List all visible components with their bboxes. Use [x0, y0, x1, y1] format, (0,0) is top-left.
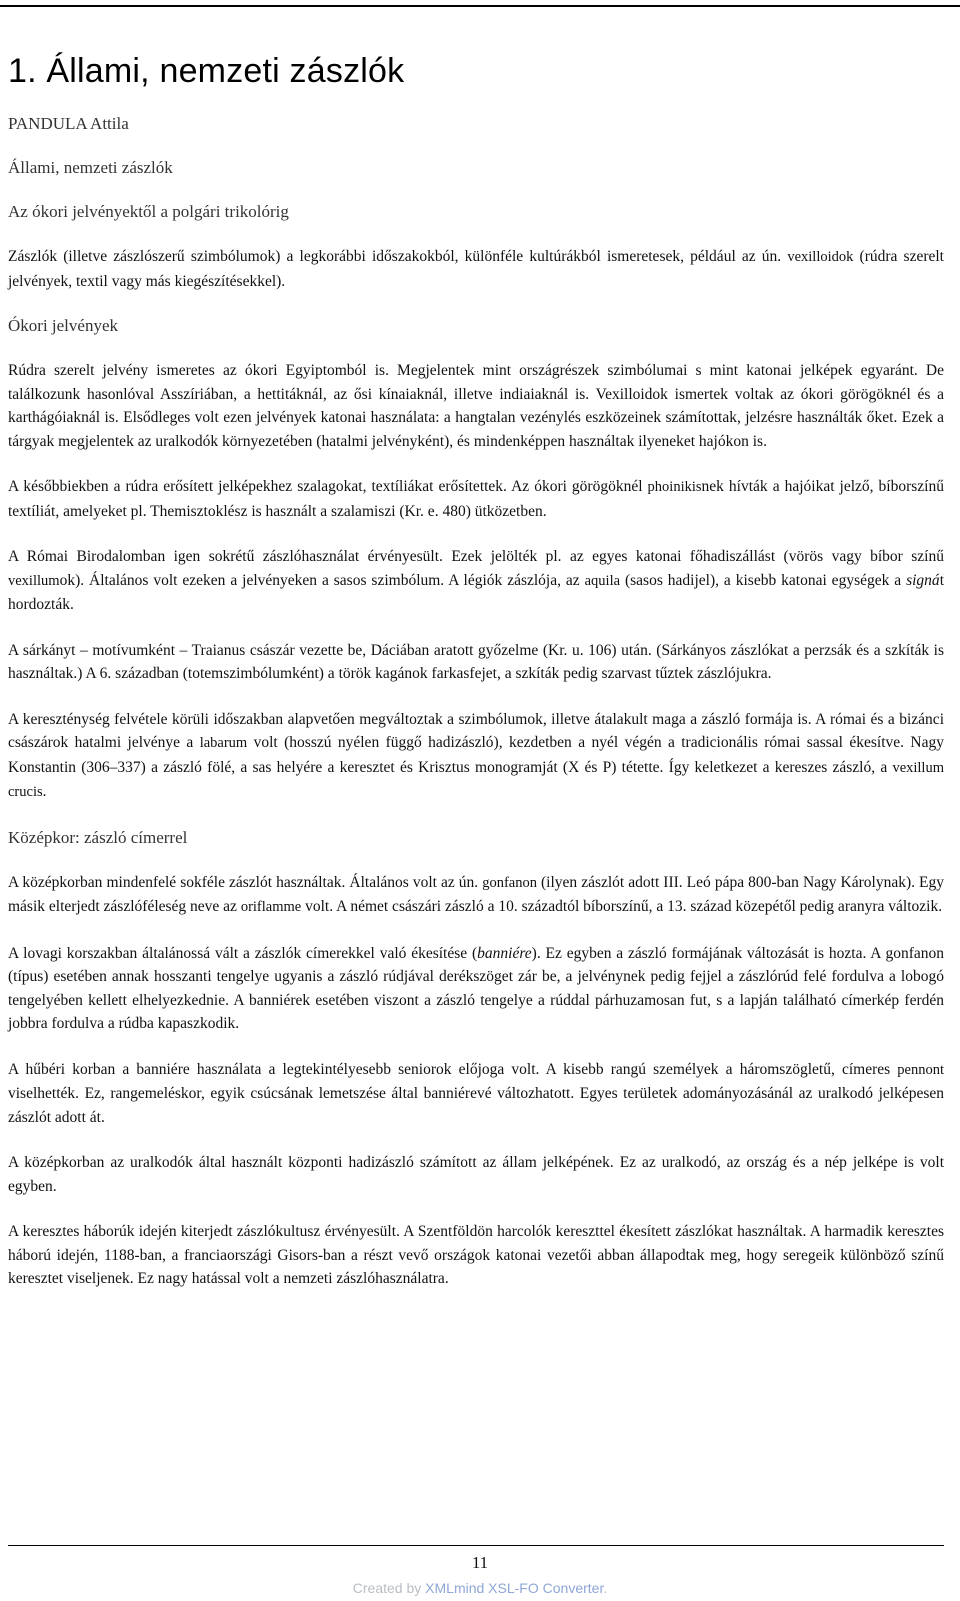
term-aquila: aquila: [584, 572, 621, 589]
text-run: nek hívták a hajóikat jelző, bíborszínű textíliát, amelyeket pl. Themisztoklész is használt a szalamiszi (Kr. e. 480) ütközetben.: [8, 478, 944, 520]
text-run: (ilyen zászlót adott III. Leó pápa 800-ban Nagy Károlynak). Egy másik elterjedt zászlóféleség neve az: [8, 873, 945, 915]
page-number: 11: [471, 1553, 489, 1572]
document-page: [8, 40, 944, 1313]
paragraph-crusades: A keresztes háborúk idején kiterjedt zászlókultusz érvényesült. A Szentföldön harcolók kereszttel ékesített zászlókat használtak. A harmadik keresztes háború idején, 1188-ban, a franciaországi Gisors-ban a részt vevő országok katonai vezetői abban állapodtak meg, hogy seregeik különböző színű keresztet viseljenek. Ez nagy hatással volt a nemzeti zászlóhasználatra.: [8, 1223, 944, 1287]
top-rule: [0, 5, 960, 7]
term-signa: signá: [906, 571, 940, 589]
text-run: (rúdra szerelt jelvények, textil vagy más kiegészítésekkel).: [8, 248, 944, 290]
text-run: volt. A német császári zászló a 10. századtól bíborszínű, a 13. század közepétől pedig aranyra változik.: [301, 898, 943, 915]
text-run: A kereszténység felvétele körüli időszakban alapvetően megváltoztak a szimbólumok, illetve átalakult maga a zászló formája is. A római és a bizánci császárok hatalmi jelvénye a: [8, 710, 944, 751]
text-run: t hordozták.: [8, 571, 944, 613]
paragraph-gonfanon: [8, 871, 944, 920]
credit-prefix: Created by: [352, 1580, 426, 1596]
text-run: Zászlók (illetve zászlószerű szimbólumok) a legkorábbi időszakokból, különféle kultúrákból ismeretesek, például az ún.: [8, 248, 788, 265]
text-run: ). Ez egyben a zászló formájának változását is hozta. A gonfanon (típus) esetében annak hosszanti tengelye ugyanis a zászló rúdjával derékszöget zár be, a jelvénynek pedig fejjel a zászlórúd felé fordulva a lobogó tengelyében kellett elhelyezkednie. A banniérek esetében viszont a zászló tengelye a rúddal párhuzamosan fut, s a lapján található címerkép ferdén jobbra fordulva a rúdba kapaszkodik.: [8, 944, 944, 1032]
paragraph-greeks: [8, 475, 944, 523]
paragraph-war-flag: A középkorban az uralkodók által használt központi hadizászló számított az állam jelképének. Ez az uralkodó, az ország és a nép jelképe is volt egyben.: [8, 1154, 944, 1195]
term-vexillum: vexillum: [8, 572, 60, 589]
term-phoinikis: phoinikis: [647, 479, 702, 495]
credit-brand-link[interactable]: XMLmind XSL-FO Converter: [425, 1580, 604, 1596]
paragraph-roman: [8, 545, 944, 617]
text-run: (sasos hadijel), a kisebb katonai egységek a: [620, 571, 907, 589]
term-banniere: banniére: [477, 944, 532, 962]
text-run: .: [42, 783, 47, 800]
term-vexillum-crucis: vexillum crucis: [8, 759, 944, 800]
term-oriflamme: oriflamme: [240, 899, 302, 915]
author: PANDULA Attila: [8, 114, 129, 133]
credit-line: [0, 1580, 960, 1596]
subtitle-secondary: Az ókori jelvényektől a polgári trikolórig: [8, 202, 289, 221]
paragraph-christianity: [8, 708, 944, 805]
text-run: A lovagi korszakban általánossá vált a zászlók címerekkel való ékesítése (: [8, 944, 478, 962]
intro-paragraph: [8, 245, 944, 293]
text-run: A Római Birodalomban igen sokrétű zászlóhasználat érvényesült. Ezek jelölték pl. az egyes katonai főhadiszállást (vörös vagy bíbor színű: [8, 548, 944, 565]
section-heading-medieval: Középkor: zászló címerrel: [8, 827, 188, 847]
term-pennont: pennont: [897, 1061, 944, 1078]
paragraph-banniere: [8, 942, 944, 1036]
text-run: A középkorban mindenfelé sokféle zászlót használtak. Általános volt az ún.: [8, 873, 483, 891]
term-gonfanon: gonfanon: [482, 874, 537, 891]
text-run: viselhették. Ez, rangemeléskor, egyik csúcsának lemetszése által banniérevé változhatott. Egyes területek adományozásánál az uralkodó jelképesen zászlót adott át.: [8, 1085, 944, 1126]
page-title: 1. Állami, nemzeti zászlók: [8, 52, 405, 90]
term-vexilloidok: vexilloidok: [787, 249, 854, 265]
text-run: volt (hosszú nyélen függő hadizászló), kezdetben a nyél végén a tradicionális római sassal ékesítve. Nagy Konstantin (306–337) a zászló fölé, a sas helyére a keresztet és Krisztus monogramját (X és P) tétette. Így keletkezet a kereszes zászló, a: [8, 734, 944, 776]
credit-suffix: .: [603, 1580, 608, 1596]
subtitle: Állami, nemzeti zászlók: [8, 158, 173, 177]
section-heading-ancient: Ókori jelvények: [8, 316, 118, 335]
text-run: ok). Általános volt ezeken a jelvényeken a sasos szimbólum. A légiók zászlója, az: [59, 571, 585, 589]
text-run: A hűbéri korban a banniére használata a legtekintélyesebb seniorok előjoga volt. A kisebb rangú személyek a háromszögletű, címeres: [8, 1060, 898, 1078]
paragraph-feudal: [8, 1058, 944, 1130]
term-labarum: labarum: [199, 735, 248, 751]
text-run: A későbbiekben a rúdra erősített jelképekhez szalagokat, textíliákat erősítettek. Az ókori görögöknél: [8, 478, 648, 495]
footer-rule: [8, 1545, 944, 1546]
paragraph-egypt: Rúdra szerelt jelvény ismeretes az ókori Egyiptomból is. Megjelentek mint országrészek szimbólumai s mint katonai jelképek egyaránt. De találkozunk hasonlóval Asszíriában, a hettitáknál, az ősi kínaiaknál, illetve indiaiaknál is. Vexilloidok ismertek voltak az ókori görögöknél és a karthágóiaknál is. Elsődleges volt ezen jelvények katonai használata: a hangtalan vezénylés eszközeinek számítottak, jelzésre használták őket. Ezek a tárgyak megjelentek az uralkodók környezetében (hatalmi jelvényként), és mindenképpen használtak ilyeneket hajókon is.: [8, 362, 944, 450]
paragraph-dragon: A sárkányt – motívumként – Traianus császár vezette be, Dáciában aratott győzelme (Kr. u. 106) után. (Sárkányos zászlókat a perzsák és a szkíták is használtak.) A 6. században (totemszimbólumként) a török kagánok farkasfejet, a szkíták pedig szarvast tűztek zászlójukra.: [8, 641, 944, 682]
